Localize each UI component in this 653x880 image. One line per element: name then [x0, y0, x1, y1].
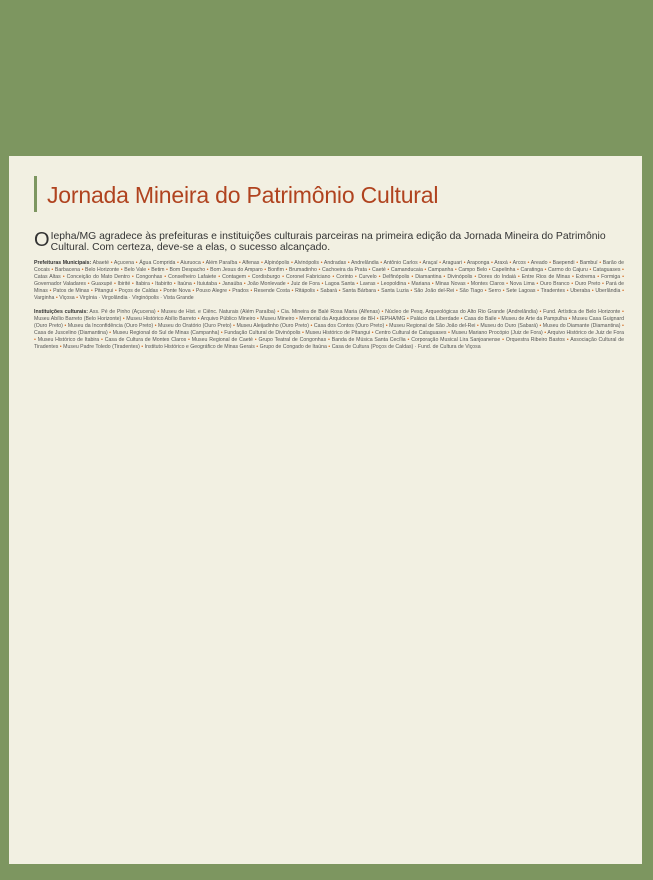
bullet-icon: • [248, 274, 250, 280]
municipality-item: São João del-Rei [412, 288, 456, 294]
municipality-item: Ponte Nova [161, 288, 193, 294]
bullet-icon: • [147, 267, 150, 273]
bullet-icon: • [316, 288, 319, 294]
bullet-icon: • [566, 288, 569, 294]
municipality-item: Barão de Cocais [34, 260, 624, 273]
institution-item: Instituto Histórico e Geográfico de Minas Gerais [143, 344, 257, 350]
institution-item: Museu Aleijadinho (Ouro Preto) [234, 323, 311, 329]
bullet-icon: • [622, 267, 624, 273]
bullet-icon: • [328, 344, 331, 350]
bullet-icon: • [589, 267, 592, 273]
municipality-item: Santa Luzia [379, 288, 411, 294]
bullet-icon: • [310, 323, 313, 329]
municipality-item: Leopoldina [379, 281, 408, 287]
bullet-icon: • [238, 260, 241, 266]
institution-item: Corporação Musical Lira Sanjoanense [409, 337, 503, 343]
municipality-item: Brumadinho [287, 267, 319, 273]
bullet-icon: • [109, 330, 112, 336]
bullet-icon: • [568, 316, 571, 322]
bullet-icon: • [566, 337, 569, 343]
bullet-icon: • [264, 267, 267, 273]
municipality-item: Carmo do Cajuru [546, 267, 590, 273]
bullet-icon: • [141, 344, 144, 350]
intro-paragraph [34, 231, 624, 253]
municipality-item: Sabará [318, 288, 339, 294]
bullet-icon: • [407, 337, 410, 343]
bullet-icon: • [290, 260, 293, 266]
bullet-icon: • [55, 295, 58, 301]
bullet-icon: • [49, 288, 52, 294]
municipality-item: Bom Jesus do Amparo [208, 267, 265, 273]
municipality-item: João Monlevade [245, 281, 288, 287]
bullet-icon: • [506, 281, 509, 287]
bullet-icon: • [202, 260, 205, 266]
municipality-item: Cachoeira da Prata [320, 267, 369, 273]
institution-item: Museu de Hist. e Ciênc. Naturais (Além Paraíba) [159, 309, 278, 315]
bullet-icon: • [537, 288, 540, 294]
municipality-item: Araponga [465, 260, 491, 266]
municipality-item: Itabirito [153, 281, 174, 287]
institution-item: Fund. Artística de Belo Horizonte [541, 309, 623, 315]
municipality-item: Coronel Fabriciano [284, 274, 333, 280]
municipality-item: Governador Valadares [34, 281, 88, 287]
municipality-item: Pitangui [92, 288, 115, 294]
municipality-item: Conceição do Mato Dentro [64, 274, 132, 280]
municipality-item: Poços de Caldas [116, 288, 160, 294]
bullet-icon: • [338, 288, 341, 294]
bullet-icon: • [455, 288, 458, 294]
municipality-item: Diamantina [413, 274, 444, 280]
municipality-item: Pouso Alegre [194, 288, 229, 294]
bullet-icon: • [318, 267, 321, 273]
bullet-icon: • [387, 267, 390, 273]
institution-item: Arquivo Histórico de Juiz de Fora [546, 330, 625, 336]
municipality-item: Bambuí [578, 260, 600, 266]
intro-text: Iepha/MG agradece às prefeituras e instituições culturais parceiras na primeira edição da Jornada Mineira do Patrimônio Cultural. Com certeza, deve-se a elas, o sucesso alcançado. [50, 231, 606, 253]
bullet-icon: • [114, 288, 117, 294]
municipality-item: Formiga [599, 274, 623, 280]
institution-item: Palácio da Liberdade [408, 316, 461, 322]
municipality-item: Andradas [322, 260, 348, 266]
bullet-icon: • [87, 281, 90, 287]
institution-item: Museu do Diamante (Diamantina) [541, 323, 623, 329]
municipality-item: Prados [230, 288, 251, 294]
bullet-icon: • [113, 281, 116, 287]
bullet-icon: • [166, 267, 168, 273]
bullet-icon: • [571, 281, 574, 287]
bullet-icon: • [377, 281, 380, 287]
municipality-item: Corinto [334, 274, 355, 280]
institution-item: Museu Histórico Abílio Barreto [124, 316, 198, 322]
municipality-item: Alvinópolis [292, 260, 321, 266]
bullet-icon: • [474, 274, 477, 280]
bullet-icon: • [591, 288, 594, 294]
municipality-item: Belo Vale [122, 267, 148, 273]
bullet-icon: • [347, 260, 350, 266]
bullet-icon: • [431, 281, 434, 287]
municipality-item: Lagoa Santa [323, 281, 357, 287]
municipality-item: Uberaba [568, 288, 592, 294]
municipality-item: Abaeté [92, 260, 111, 266]
municipality-item: Tiradentes [539, 288, 567, 294]
bullet-icon: • [544, 330, 547, 336]
municipality-item: Açucena [112, 260, 136, 266]
bullet-icon: • [131, 281, 134, 287]
bullet-icon: • [295, 316, 298, 322]
bullet-icon: • [250, 288, 253, 294]
bullet-icon: • [539, 309, 542, 315]
bullet-icon: • [371, 330, 374, 336]
bullet-icon: • [354, 274, 357, 280]
municipality-item: Aiuruoca [178, 260, 203, 266]
municipality-item: Alfenas [240, 260, 261, 266]
bullet-icon: • [220, 330, 223, 336]
bullet-icon: • [100, 337, 103, 343]
bullet-icon: • [151, 281, 154, 287]
municipality-item: Sete Lagoas [504, 288, 538, 294]
bullet-icon: • [463, 260, 466, 266]
municipality-item: São Tiago [457, 288, 485, 294]
municipality-item: Serro [486, 288, 503, 294]
institution-item: Memorial da Arquidiocese de BH [297, 316, 377, 322]
bullet-icon: • [256, 316, 259, 322]
municipality-item: Bom Despacho [167, 267, 207, 273]
municipality-item: Ituiutaba [195, 281, 219, 287]
municipality-item: Araçaí [421, 260, 440, 266]
bullet-icon: • [377, 288, 380, 294]
institution-item: Museu Padre Toledo (Tiradentes) [61, 344, 142, 350]
bullet-icon: • [622, 323, 624, 329]
institution-item: Museu Regional de São João del-Rei [387, 323, 477, 329]
municipality-item: Arcos [511, 260, 528, 266]
bullet-icon: • [173, 281, 176, 287]
bullet-icon: • [285, 267, 288, 273]
bullet-icon: • [476, 323, 479, 329]
municipality-item: Dores do Indaiá [476, 274, 518, 280]
municipality-item: Ouro Branco [538, 281, 572, 287]
bullet-icon: • [64, 323, 67, 329]
bullet-icon: • [154, 323, 157, 329]
bullet-icon: • [572, 274, 574, 280]
bullet-icon: • [490, 260, 493, 266]
bullet-icon: • [159, 288, 162, 294]
municipality-item: Conselheiro Lafaiete [166, 274, 219, 280]
municipality-item: Resende Costa [252, 288, 292, 294]
bullet-icon: • [228, 288, 231, 294]
municipality-item: Itabira [133, 281, 152, 287]
bullet-icon: • [378, 274, 381, 280]
municipality-item: Varginha [34, 295, 56, 301]
bullet-icon: • [320, 260, 323, 266]
municipality-item: Bonfim [266, 267, 286, 273]
bullet-icon: • [380, 260, 383, 266]
bullet-icon: • [411, 274, 414, 280]
bullet-icon: • [467, 281, 470, 287]
institution-item: Museu Abílio Barreto (Belo Horizonte) [34, 316, 123, 322]
bullet-icon: • [81, 267, 84, 273]
bullet-icon: • [34, 337, 36, 343]
institution-item: Arquivo Público Mineiro [199, 316, 257, 322]
institution-tail: Casa de Cultura (Poços de Caldas) · Fund. de Cultura de Viçosa [331, 344, 481, 350]
bullet-icon: • [602, 281, 604, 287]
municipality-item: Alpinópolis [262, 260, 291, 266]
bullet-icon: • [110, 260, 113, 266]
bullet-icon: • [527, 260, 530, 266]
institution-item: Cia. Mineira de Balé Rosa Maria (Alfenas) [279, 309, 382, 315]
institution-item: Museu Mariano Procópio (Juiz de Fora) [449, 330, 545, 336]
bullet-icon: • [502, 288, 505, 294]
municipality-item: Itaúna [175, 281, 194, 287]
municipality-item: Campanha [426, 267, 455, 273]
municipality-item: Campo Belo [456, 267, 489, 273]
bullet-icon: • [188, 337, 190, 343]
bullet-icon: • [497, 316, 500, 322]
institution-item: Grupo de Congado de Itaúna [258, 344, 329, 350]
institution-item: Museu da Inconfidência (Ouro Preto) [66, 323, 155, 329]
bullet-icon: • [516, 267, 519, 273]
municipality-item: Camanducaia [389, 267, 425, 273]
institution-item: Grupo Teatral de Congonhas [256, 337, 328, 343]
bullet-icon: • [488, 267, 491, 273]
bullet-icon: • [51, 267, 54, 273]
municipality-item: Ritápolis [293, 288, 317, 294]
municipality-item: Barbacena [53, 267, 82, 273]
top-band [0, 0, 653, 156]
bullet-icon: • [622, 274, 625, 280]
bullet-icon: • [177, 260, 179, 266]
bullet-icon: • [502, 337, 505, 343]
bullet-icon: • [460, 316, 463, 322]
municipality-item: Santa Bárbara [340, 288, 378, 294]
bullet-icon: • [62, 274, 65, 280]
institution-item: Casa dos Contos (Ouro Preto) [312, 323, 386, 329]
municipality-item: Caeté [370, 267, 388, 273]
municipality-item: Araguari [441, 260, 464, 266]
municipality-item: Ouro Preto [573, 281, 603, 287]
bullet-icon: • [439, 260, 442, 266]
bullet-icon: • [576, 260, 579, 266]
bullet-icon: • [327, 337, 330, 343]
bullet-icon: • [517, 274, 520, 280]
bullet-icon: • [419, 260, 422, 266]
municipality-item: Montes Claros [469, 281, 507, 287]
institution-list [34, 309, 624, 351]
bullet-icon: • [291, 288, 294, 294]
institution-item: Museu do Oratório (Ouro Preto) [156, 323, 234, 329]
title-block [34, 176, 624, 214]
municipality-item: Pará de Minas [34, 281, 624, 294]
bullet-icon: • [218, 274, 221, 280]
institution-item: Museu de Arte da Pampulha [499, 316, 569, 322]
page [9, 156, 642, 864]
institution-item: Orquestra Ribeiro Bastos [504, 337, 567, 343]
bullet-icon: • [424, 267, 427, 273]
institution-item: Museu do Ouro (Sabará) [478, 323, 540, 329]
title-accent-bar [34, 176, 37, 212]
bullet-icon: • [368, 267, 371, 273]
bullet-icon: • [122, 316, 125, 322]
institution-item: Associação Cultural de Tiradentes [34, 337, 625, 350]
municipality-item: Ibirité [115, 281, 132, 287]
institution-item: Casa do Baile [462, 316, 498, 322]
institution-item: Museu Histórico de Pitangui [303, 330, 372, 336]
bullet-icon: • [536, 281, 539, 287]
bullet-icon: • [381, 309, 384, 315]
bullet-icon: • [131, 274, 134, 280]
bullet-icon: • [356, 281, 359, 287]
bullet-icon: • [287, 281, 290, 287]
municipality-item: Água Comprida [137, 260, 178, 266]
bullet-icon: • [164, 274, 167, 280]
bullet-icon: • [277, 309, 280, 315]
bullet-icon: • [597, 274, 600, 280]
municipal-tail: Virgínia · Virgolândia · Virginópolis · Vista Grande [79, 295, 194, 301]
institution-lead: Instituições culturais: [34, 309, 88, 315]
bullet-icon: • [447, 330, 450, 336]
bullet-icon: • [454, 267, 457, 273]
bullet-icon: • [197, 316, 200, 322]
institution-item: Centro Cultural de Cataguases [373, 330, 448, 336]
municipality-item: Além Paraíba [204, 260, 239, 266]
municipality-item: Delfinópolis [380, 274, 412, 280]
municipality-item: Baependi [551, 260, 577, 266]
municipality-item: Caratinga [518, 267, 545, 273]
institution-item: Museu Histórico de Itabira [35, 337, 101, 343]
municipality-item: Nova Lima [508, 281, 537, 287]
bullet-icon: • [218, 281, 221, 287]
bullet-icon: • [302, 330, 304, 336]
bullet-icon: • [254, 337, 257, 343]
bullet-icon: • [261, 260, 263, 266]
municipality-item: Araxá [492, 260, 510, 266]
bullet-icon: • [407, 281, 410, 287]
municipality-item: Betim [149, 267, 167, 273]
institution-item: Casa de Juscelino (Diamantina) [34, 330, 110, 336]
bullet-icon: • [282, 274, 285, 280]
institution-item: Museu Casa Guignard (Ouro Preto) [34, 316, 624, 329]
municipality-item: Congonhas [133, 274, 165, 280]
bullet-icon: • [256, 344, 259, 350]
institution-item: Fundação Cultural de Divinópolis [222, 330, 302, 336]
bullet-icon: • [376, 316, 379, 322]
bullet-icon: • [410, 288, 413, 294]
institution-item: Museu Regional de Caeté [189, 337, 255, 343]
municipality-item: Capelinha [490, 267, 517, 273]
bullet-icon: • [76, 295, 79, 301]
institution-item: Banda de Música Santa Cecília [329, 337, 408, 343]
municipality-item: Patos de Minas [51, 288, 91, 294]
institution-item: Núcleo de Pesq. Arqueológicas do Alto Rio Grande (Andrelândia) [383, 309, 540, 315]
bullet-icon: • [622, 309, 624, 315]
municipality-item: Curvelo [356, 274, 379, 280]
municipality-item: Catas Altas [34, 274, 63, 280]
bullet-icon: • [120, 267, 123, 273]
municipality-item: Andrelândia [349, 260, 381, 266]
municipality-item: Belo Horizonte [83, 267, 121, 273]
municipality-item: Mariana [409, 281, 432, 287]
bullet-icon: • [599, 260, 602, 266]
municipality-item: Minas Novas [433, 281, 468, 287]
bullet-icon: • [59, 344, 62, 350]
bullet-icon: • [539, 323, 542, 329]
bullet-icon: • [193, 281, 196, 287]
municipality-item: Guaxupé [89, 281, 114, 287]
bullet-icon: • [385, 323, 388, 329]
municipality-item: Areado [529, 260, 550, 266]
institution-item: Museu Mineiro [258, 316, 296, 322]
drop-cap: O [34, 229, 50, 251]
municipality-item: Extrema [573, 274, 598, 280]
bullet-icon: • [406, 316, 409, 322]
municipality-item: Juiz de Fora [289, 281, 322, 287]
municipal-list [34, 260, 624, 302]
bullet-icon: • [206, 267, 209, 273]
bullet-icon: • [321, 281, 324, 287]
municipality-item: Entre Rios de Minas [519, 274, 573, 280]
bullet-icon: • [233, 323, 235, 329]
institution-item: Casa de Cultura de Montes Claros [102, 337, 189, 343]
institution-item: Museu Regional do Sul de Minas (Campanha) [111, 330, 221, 336]
footer-band [0, 864, 653, 880]
municipality-item: Lavras [358, 281, 378, 287]
municipality-item: Antônio Carlos [382, 260, 420, 266]
bullet-icon: • [622, 288, 625, 294]
bullet-icon: • [157, 309, 160, 315]
institution-items [34, 309, 624, 350]
bullet-icon: • [443, 274, 446, 280]
institution-item: Ass. Pé de Pinho (Açucena) [89, 309, 158, 315]
bullet-icon: • [135, 260, 138, 266]
municipality-item: Divinópolis [445, 274, 475, 280]
bullet-icon: • [509, 260, 512, 266]
institution-item: IEPHA/MG [378, 316, 407, 322]
bullet-icon: • [549, 260, 552, 266]
municipality-item: Janaúba [220, 281, 244, 287]
municipality-item: Uberlândia [593, 288, 623, 294]
municipal-lead: Prefeituras Municipais: [34, 260, 92, 266]
bullet-icon: • [192, 288, 195, 294]
municipality-item: Viçosa [57, 295, 77, 301]
bullet-icon: • [544, 267, 547, 273]
bullet-icon: • [243, 281, 246, 287]
bullet-icon: • [90, 288, 93, 294]
municipality-item: Contagem [220, 274, 248, 280]
page-title: Jornada Mineira do Patrimônio Cultural [47, 182, 439, 208]
bullet-icon: • [332, 274, 335, 280]
municipality-item: Cordisburgo [249, 274, 283, 280]
municipality-item: Cataguases [591, 267, 623, 273]
bullet-icon: • [484, 288, 487, 294]
